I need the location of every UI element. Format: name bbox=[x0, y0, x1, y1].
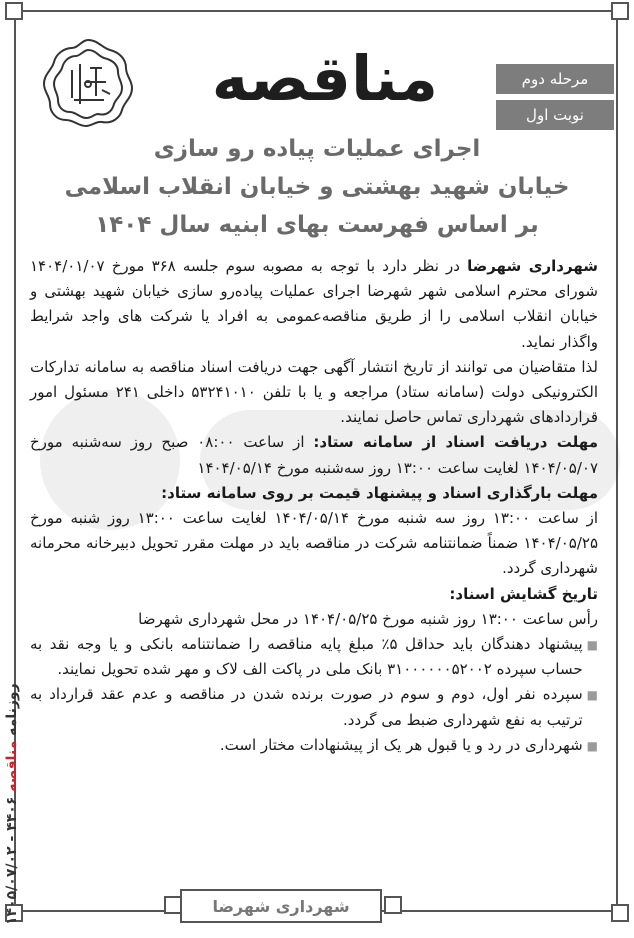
newspaper-side-label bbox=[4, 683, 20, 925]
page-title: مناقصه bbox=[211, 42, 438, 115]
bullet-text: سپرده نفر اول، دوم و سوم در صورت برنده شدن در مناقصه و عدم عقد قرارداد به ترتیب به نفع شهرداری ضبط می گردد. bbox=[30, 685, 583, 729]
footer-signature bbox=[180, 889, 382, 923]
applicants-paragraph: لذا متقاضیان می توانند از تاریخ انتشار آگهی جهت دریافت اسناد مناقصه به سامانه تدارکات الکترونیکی دولت (سامانه ستاد) مراجعه و یا با تلفن ۵۳۲۴۱۰۱۰ داخلی ۲۴۱ مسئول امور قراردادهای شهرداری تماس حاصل نمایند. bbox=[30, 357, 598, 427]
deadline-upload-label: مهلت بارگذاری اسناد و پیشنهاد قیمت بر روی سامانه ستاد: bbox=[161, 483, 598, 502]
subtitle-line-3: بر اساس فهرست بهای ابنیه سال ۱۴۰۴ bbox=[95, 212, 539, 238]
municipality-seal-icon bbox=[40, 34, 136, 130]
deadline-receive-text: از ساعت ۰۸:۰۰ صبح روز سه‌شنبه مورخ ۱۴۰۴/۰۵/۰۷ لغایت ساعت ۱۳:۰۰ روز سه‌شنبه مورخ ۱۴۰۴/۰۵/۱۴ bbox=[30, 433, 598, 477]
subtitle-line-2: خیابان شهید بهشتی و خیابان انقلاب اسلامی bbox=[64, 174, 570, 200]
intro-text: در نظر دارد با توجه به مصوبه سوم جلسه ۳۶۸ مورخ ۱۴۰۴/۰۱/۰۷ شورای محترم اسلامی شهر شهرضا اجرای عملیات پیاده‌رو سازی خیابان شهید بهشتی و خیابان انقلاب اسلامی را از طریق مناقصه‌عمومی به افراد یا شرکت های واجد شرایط واگذار نماید. bbox=[30, 257, 598, 351]
deadline-upload-text: از ساعت ۱۳:۰۰ روز سه شنبه مورخ ۱۴۰۴/۰۵/۱۴ لغایت ساعت ۱۳:۰۰ روز شنبه مورخ ۱۴۰۴/۰۵/۲۵ ضمناً ضمانتنامه شرکت در مناقصه باید در مهلت مقرر تحویل دبیرخانه محرمانه شهرداری گردد. bbox=[30, 509, 599, 578]
newspaper-issue: ۴۴۰۶ - ۱۴۰۵/۰۷/۰۲ bbox=[4, 796, 20, 925]
subtitle-line-1: اجرای عملیات پیاده رو سازی bbox=[153, 136, 481, 162]
frame-corner-bottom-right bbox=[611, 904, 629, 922]
footer-text: شهرداری شهرضا bbox=[212, 896, 350, 916]
bullet-square-icon: ■ bbox=[586, 738, 598, 753]
newspaper-prefix: روزنامه bbox=[4, 683, 20, 736]
opening-text: رأس ساعت ۱۳:۰۰ روز شنبه مورخ ۱۴۰۴/۰۵/۲۵ در محل شهرداری شهرضا bbox=[138, 609, 598, 628]
bullet-square-icon: ■ bbox=[586, 638, 598, 653]
intro-lead: شهرداری شهرضا bbox=[467, 257, 598, 275]
bullet-text: شهرداری در رد و یا قبول هر یک از پیشنهادات مختار است. bbox=[219, 735, 583, 754]
bullet-square-icon: ■ bbox=[586, 688, 598, 703]
intro-paragraph bbox=[30, 254, 598, 355]
round-badge: نوبت اول bbox=[496, 100, 614, 130]
ad-body bbox=[30, 254, 598, 759]
bullet-text: پیشنهاد دهندگان باید حداقل ۵٪ مبلغ پایه مناقصه را ضمانتنامه بانکی و یا وجه نقد به حساب سپرده ۳۱۰۰۰۰۰۰۵۲۰۰۲ بانک ملی در پاکت الف لاک و مهر شده تحویل نمایند. bbox=[30, 635, 583, 679]
stage-badge: مرحله دوم bbox=[496, 64, 614, 94]
deadline-receive-label: مهلت دریافت اسناد از سامانه ستاد: bbox=[313, 433, 598, 452]
bullet-item bbox=[30, 682, 598, 732]
opening-label: تاریخ گشایش اسناد: bbox=[449, 584, 598, 603]
bullet-item bbox=[30, 632, 598, 682]
frame-corner-top-right bbox=[611, 2, 629, 20]
bullet-item bbox=[30, 733, 598, 759]
frame-corner-top-left bbox=[5, 2, 23, 20]
newspaper-name: مناقصه bbox=[4, 740, 20, 792]
footer-ornament-right bbox=[384, 896, 402, 914]
deadline-receive-paragraph bbox=[30, 430, 598, 480]
